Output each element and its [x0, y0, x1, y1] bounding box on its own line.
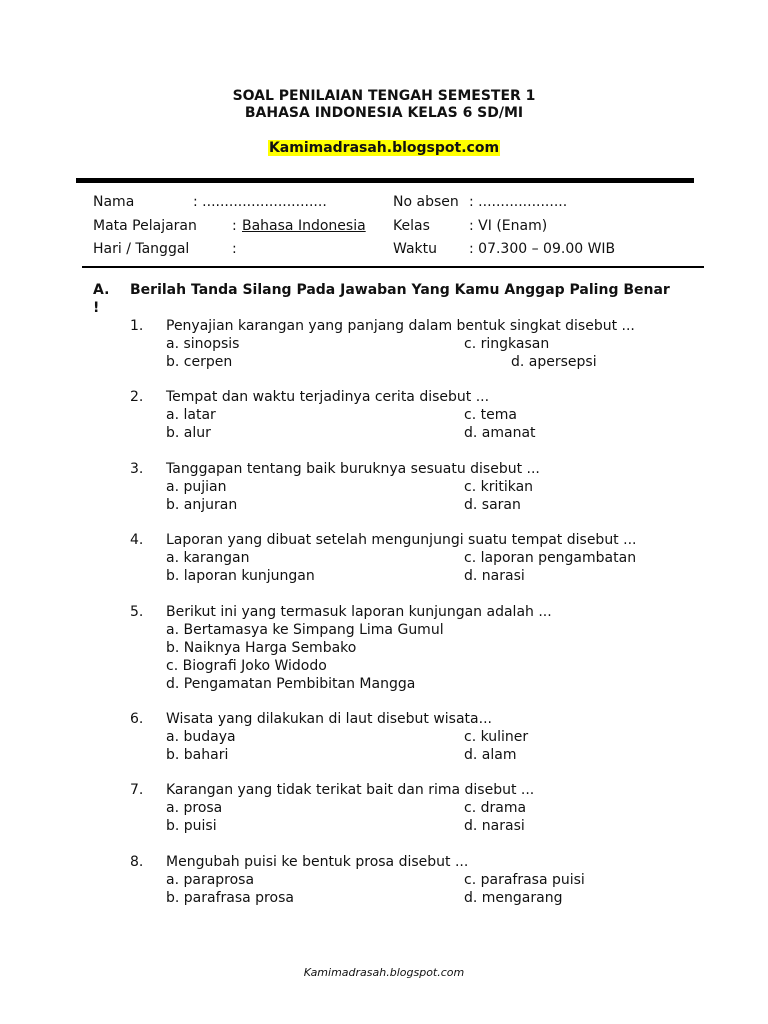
page-title: SOAL PENILAIAN TENGAH SEMESTER 1	[232, 88, 536, 104]
option-d: d. Pengamatan Pembibitan Mangga	[166, 676, 416, 692]
option-a: a. karangan	[166, 550, 250, 566]
absen-label: No absen	[393, 194, 459, 210]
question-text: Tempat dan waktu terjadinya cerita disebut ...	[166, 389, 490, 405]
option-b: b. Naiknya Harga Sembako	[166, 640, 357, 656]
question-number: 3.	[130, 461, 144, 477]
page-subtitle: BAHASA INDONESIA KELAS 6 SD/MI	[244, 105, 524, 121]
option-c: c. tema	[464, 407, 517, 423]
site-banner	[0, 140, 768, 156]
option-a: a. latar	[166, 407, 216, 423]
option-a: a. paraprosa	[166, 872, 255, 888]
hari-field: :	[232, 241, 237, 257]
option-b: b. alur	[166, 425, 211, 441]
question-number: 7.	[130, 782, 144, 798]
option-b: b. anjuran	[166, 497, 238, 513]
option-c: c. drama	[464, 800, 527, 816]
question-number: 8.	[130, 854, 144, 870]
option-a: a. prosa	[166, 800, 223, 816]
option-d: d. alam	[464, 747, 517, 763]
question-number: 1.	[130, 318, 144, 334]
option-d: d. mengarang	[464, 890, 563, 906]
nama-label: Nama	[93, 194, 135, 210]
section-a-heading	[93, 281, 673, 317]
option-c: c. Biografi Joko Widodo	[166, 658, 327, 674]
question-number: 5.	[130, 604, 144, 620]
mapel-colon: :	[232, 218, 237, 234]
option-a: a. Bertamasya ke Simpang Lima Gumul	[166, 622, 444, 638]
nama-field: : ............................	[193, 194, 327, 210]
option-c: c. parafrasa puisi	[464, 872, 585, 888]
option-a: a. sinopsis	[166, 336, 240, 352]
question-text: Berikut ini yang termasuk laporan kunjungan adalah ...	[166, 604, 552, 620]
option-a: a. budaya	[166, 729, 236, 745]
option-d: d. amanat	[464, 425, 536, 441]
option-c: c. ringkasan	[464, 336, 550, 352]
option-a: a. pujian	[166, 479, 227, 495]
option-b: b. laporan kunjungan	[166, 568, 315, 584]
option-c: c. kuliner	[464, 729, 529, 745]
absen-field: : ....................	[469, 194, 568, 210]
question-text: Wisata yang dilakukan di laut disebut wisata...	[166, 711, 492, 727]
option-b: b. puisi	[166, 818, 217, 834]
waktu-label: Waktu	[393, 241, 437, 257]
page-footer: Kamimadrasah.blogspot.com	[303, 966, 465, 979]
kelas-label: Kelas	[393, 218, 430, 234]
question-number: 4.	[130, 532, 144, 548]
kelas-value: : VI (Enam)	[469, 218, 548, 234]
option-d: d. narasi	[464, 818, 525, 834]
option-d: d. narasi	[464, 568, 525, 584]
question-text: Karangan yang tidak terikat bait dan rima disebut ...	[166, 782, 535, 798]
option-b: b. bahari	[166, 747, 229, 763]
waktu-value: : 07.300 – 09.00 WIB	[469, 241, 616, 257]
option-d: d. saran	[464, 497, 521, 513]
question-number: 6.	[130, 711, 144, 727]
question-text: Tanggapan tentang baik buruknya sesuatu disebut ...	[166, 461, 540, 477]
site-name: Kamimadrasah.blogspot.com	[268, 140, 500, 156]
mapel-value: Bahasa Indonesia	[242, 218, 366, 234]
option-c: c. laporan pengambatan	[464, 550, 637, 566]
section-instruction: Berilah Tanda Silang Pada Jawaban Yang Kamu Anggap Paling Benar !	[93, 282, 670, 316]
option-c: c. kritikan	[464, 479, 534, 495]
hari-label: Hari / Tanggal	[93, 241, 190, 257]
option-b: b. cerpen	[166, 354, 233, 370]
question-text: Penyajian karangan yang panjang dalam bentuk singkat disebut ...	[166, 318, 635, 334]
section-letter: A.	[93, 282, 110, 298]
question-text: Mengubah puisi ke bentuk prosa disebut ...	[166, 854, 469, 870]
question-number: 2.	[130, 389, 144, 405]
header-divider	[76, 178, 694, 183]
option-b: b. parafrasa prosa	[166, 890, 294, 906]
question-text: Laporan yang dibuat setelah mengunjungi suatu tempat disebut ...	[166, 532, 637, 548]
mapel-label: Mata Pelajaran	[93, 218, 197, 234]
info-divider	[82, 266, 704, 268]
option-d: d. apersepsi	[511, 354, 597, 370]
